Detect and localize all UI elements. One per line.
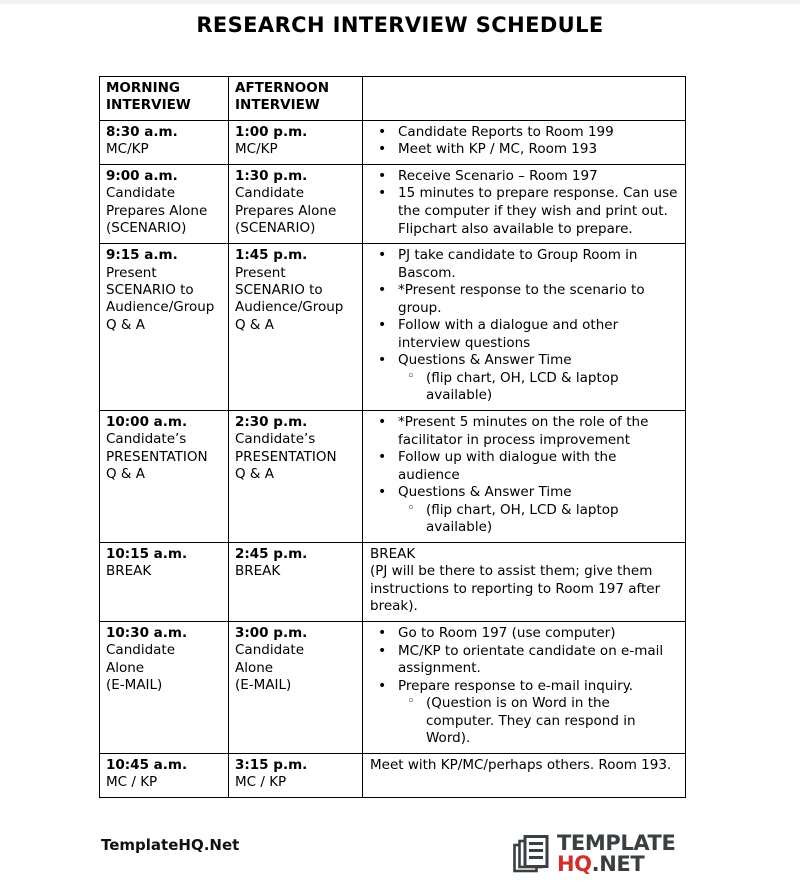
afternoon-sub-line: SCENARIO to	[235, 281, 323, 298]
morning-sub-line: SCENARIO to	[106, 281, 194, 298]
afternoon-cell	[229, 753, 363, 797]
afternoon-cell	[229, 622, 363, 754]
details-list	[369, 757, 679, 775]
schedule-table	[99, 76, 686, 798]
morning-time: 10:15 a.m.	[106, 545, 188, 562]
morning-sub-line: BREAK	[106, 563, 152, 580]
morning-sub-line: PRESENTATION	[106, 448, 208, 465]
details-list-item: • *Present 5 minutes on the role of the facilitator in process improvement	[369, 414, 679, 449]
details-list-item: • Questions & Answer Time	[369, 352, 679, 370]
details-cell	[363, 542, 686, 621]
logo-template-text: TEMPLATE	[557, 831, 676, 855]
details-list-item: • *Present response to the scenario to group.	[369, 282, 679, 317]
logo-second-line	[557, 854, 675, 875]
details-cell	[363, 411, 686, 543]
header-details-blank	[363, 77, 686, 121]
morning-sub-line: MC / KP	[106, 774, 158, 791]
morning-time: 10:30 a.m.	[106, 625, 188, 642]
afternoon-sub-line: MC / KP	[235, 774, 287, 791]
afternoon-cell	[229, 411, 363, 543]
afternoon-sub-line: Candidate	[235, 642, 305, 659]
details-cell	[363, 753, 686, 797]
morning-cell	[100, 120, 229, 164]
morning-time: 10:45 a.m.	[106, 756, 188, 773]
afternoon-sub-line: Candidate	[235, 185, 305, 202]
afternoon-cell	[229, 542, 363, 621]
morning-sub-line: Present	[106, 264, 157, 281]
morning-sub-line: Alone	[106, 659, 145, 676]
details-list-item: ◦ (flip chart, OH, LCD & laptop available)	[369, 370, 679, 405]
afternoon-sub-line: Candidate’s	[235, 431, 316, 448]
afternoon-sub-line: BREAK	[235, 563, 281, 580]
details-list-item: • MC/KP to orientate candidate on e-mail assignment.	[369, 643, 679, 678]
afternoon-time: 2:45 p.m.	[235, 545, 308, 562]
morning-sub-line: Q & A	[106, 466, 145, 483]
afternoon-sub-line: Q & A	[235, 466, 274, 483]
details-list-item: • Questions & Answer Time	[369, 484, 679, 502]
page-title: RESEARCH INTERVIEW SCHEDULE	[196, 13, 604, 37]
afternoon-time: 1:00 p.m.	[235, 123, 308, 140]
morning-sub-line: MC/KP	[106, 141, 149, 158]
morning-cell	[100, 622, 229, 754]
table-row	[100, 411, 686, 543]
morning-cell	[100, 753, 229, 797]
afternoon-time: 1:30 p.m.	[235, 167, 308, 184]
morning-sub-line: (SCENARIO)	[106, 220, 187, 237]
details-list-item: • Follow with a dialogue and other interview questions	[369, 317, 679, 352]
table-row	[100, 622, 686, 754]
details-list-item: • Candidate Reports to Room 199	[369, 124, 679, 142]
afternoon-time: 2:30 p.m.	[235, 414, 308, 431]
afternoon-time: 3:00 p.m.	[235, 625, 308, 642]
logo-hq-text: HQ	[557, 852, 592, 877]
morning-cell	[100, 244, 229, 411]
afternoon-time: 1:45 p.m.	[235, 247, 308, 264]
details-list-item: ◦ (Question is on Word in the computer. They can respond in Word).	[369, 695, 679, 748]
afternoon-cell	[229, 120, 363, 164]
footer-site-text: TemplateHQ.Net	[101, 836, 240, 854]
afternoon-sub-line: (E-MAIL)	[235, 677, 292, 694]
details-list-item: Meet with KP/MC/perhaps others. Room 193.	[370, 756, 672, 773]
details-list-item: • PJ take candidate to Group Room in Bascom.	[369, 247, 679, 282]
afternoon-sub-line: Present	[235, 264, 286, 281]
details-list	[369, 625, 679, 748]
morning-time: 8:30 a.m.	[106, 123, 178, 140]
details-list-item: • Go to Room 197 (use computer)	[369, 625, 679, 643]
morning-sub-line: Candidate’s	[106, 431, 187, 448]
details-cell	[363, 244, 686, 411]
table-row	[100, 542, 686, 621]
table-header-row	[100, 77, 686, 121]
templatehq-logo	[513, 833, 685, 881]
afternoon-cell	[229, 244, 363, 411]
details-list-item: BREAK	[370, 545, 416, 562]
details-list-item: • Meet with KP / MC, Room 193	[369, 141, 679, 159]
morning-sub-line: Audience/Group	[106, 299, 215, 316]
details-list-item: • Follow up with dialogue with the audience	[369, 449, 679, 484]
details-list	[369, 546, 679, 616]
details-list-item: • Receive Scenario – Room 197	[369, 168, 679, 186]
logo-wordmark	[557, 833, 675, 876]
morning-cell	[100, 542, 229, 621]
morning-cell	[100, 164, 229, 243]
details-list-item: ◦ (flip chart, OH, LCD & laptop available)	[369, 502, 679, 537]
afternoon-sub-line: (SCENARIO)	[235, 220, 316, 237]
details-list-item: (PJ will be there to assist them; give them instructions to reporting to Room 197 after break).	[370, 563, 661, 615]
morning-time: 9:15 a.m.	[106, 247, 178, 264]
morning-sub-line: Q & A	[106, 316, 145, 333]
morning-sub-line: Prepares Alone	[106, 202, 208, 219]
details-cell	[363, 120, 686, 164]
header-morning-interview	[100, 77, 229, 121]
afternoon-sub-line: Q & A	[235, 316, 274, 333]
afternoon-time: 3:15 p.m.	[235, 756, 308, 773]
header-afternoon-line1: AFTERNOON	[235, 80, 330, 96]
afternoon-sub-line: PRESENTATION	[235, 448, 337, 465]
schedule-table-body	[100, 77, 686, 798]
morning-sub-line: Candidate	[106, 185, 176, 202]
morning-sub-line: (E-MAIL)	[106, 677, 163, 694]
details-list-item: • 15 minutes to prepare response. Can use the computer if they wish and print out. Flipchart also available to prepare.	[369, 185, 679, 238]
details-cell	[363, 622, 686, 754]
afternoon-sub-line: Prepares Alone	[235, 202, 337, 219]
details-list	[369, 414, 679, 537]
morning-sub-line: Candidate	[106, 642, 176, 659]
table-row	[100, 244, 686, 411]
header-morning-line2: INTERVIEW	[106, 97, 191, 114]
table-row	[100, 753, 686, 797]
table-row	[100, 164, 686, 243]
details-list-item: • Prepare response to e-mail inquiry.	[369, 678, 679, 696]
header-afternoon-interview	[229, 77, 363, 121]
header-morning-line1: MORNING	[106, 80, 181, 96]
morning-time: 9:00 a.m.	[106, 167, 178, 184]
morning-time: 10:00 a.m.	[106, 414, 188, 431]
details-list	[369, 247, 679, 405]
logo-net-text: .NET	[591, 852, 645, 877]
afternoon-cell	[229, 164, 363, 243]
afternoon-sub-line: Audience/Group	[235, 299, 344, 316]
morning-cell	[100, 411, 229, 543]
details-list	[369, 168, 679, 238]
details-list	[369, 124, 679, 159]
table-row	[100, 120, 686, 164]
document-stack-icon	[513, 835, 555, 877]
afternoon-sub-line: Alone	[235, 659, 274, 676]
details-cell	[363, 164, 686, 243]
afternoon-sub-line: MC/KP	[235, 141, 278, 158]
header-afternoon-line2: INTERVIEW	[235, 97, 320, 114]
